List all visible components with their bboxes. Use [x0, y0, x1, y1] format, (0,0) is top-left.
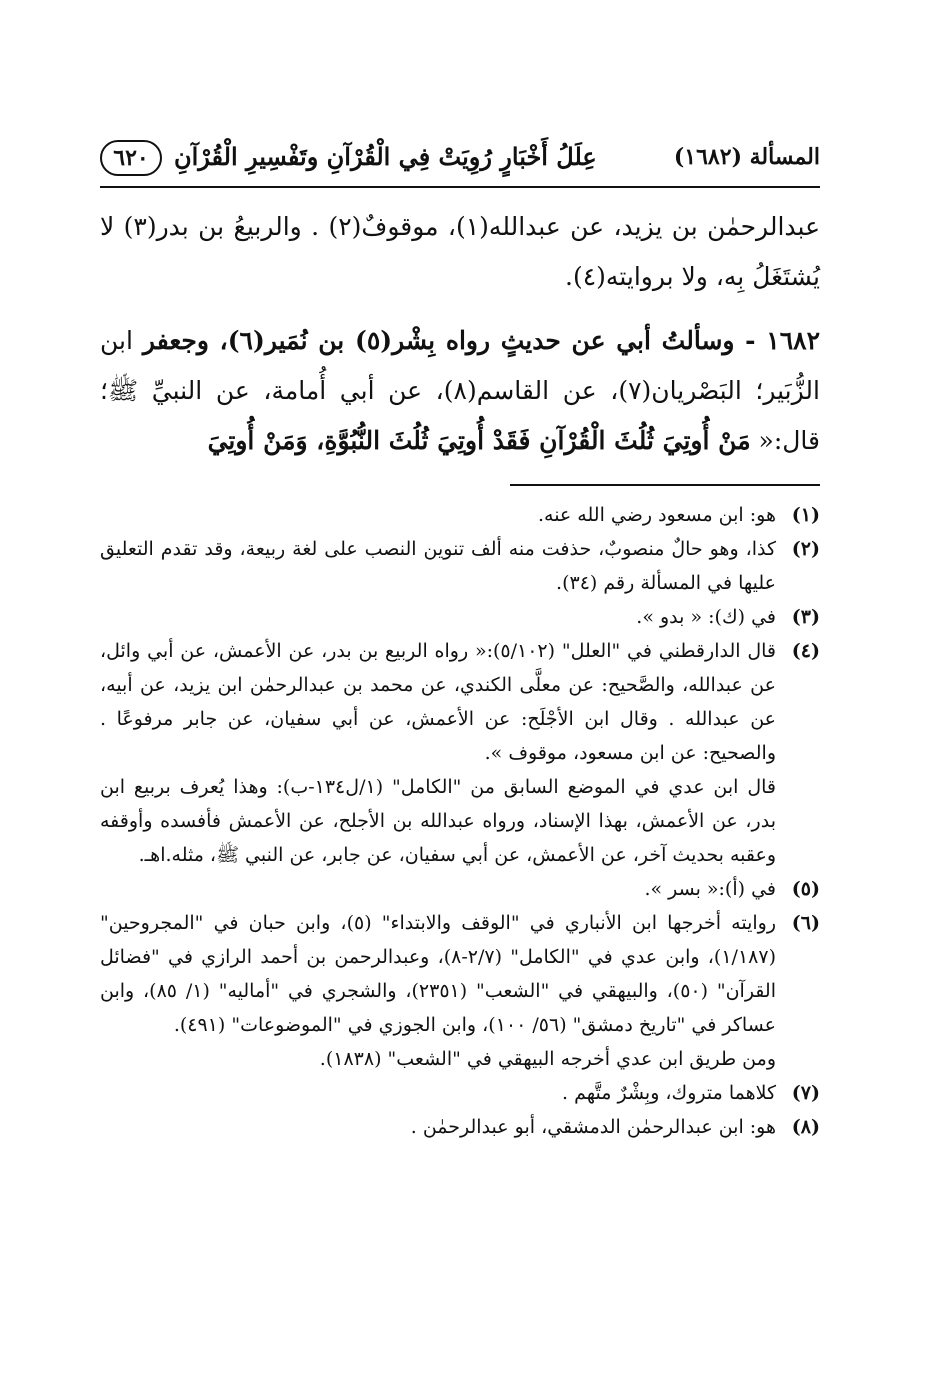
issue-lead: ١٦٨٢ - وسألتُ أبي عن حديثٍ رواه بِشْر(٥) بن نُمَير(٦)، وجعفر: [142, 326, 820, 355]
footnote-text: [100, 906, 776, 1076]
footnote-item: [100, 906, 820, 1076]
footnote-item: [100, 498, 820, 532]
footnote-paragraph: كذا، وهو حالٌ منصوبٌ، حذفت منه ألف تنوين النصب على لغة ربيعة، وقد تقدم التعليق عليها في المسألة رقم (٣٤).: [100, 538, 776, 594]
footnotes: [100, 498, 820, 1144]
page-number: ٦٢٠: [100, 140, 162, 176]
book-title: عِلَلُ أَخْبَارٍ رُوِيَتْ فِي الْقُرْآنِ وتَفْسِيرِ الْقُرْآنِ: [174, 142, 597, 171]
footnote-number: (٥): [791, 878, 820, 900]
issue-label: المسألة (١٦٨٢): [673, 144, 820, 170]
hadith-text: مَنْ أُوتِيَ ثُلُثَ الْقُرْآنِ فَقَدْ أُوتِيَ ثُلُثَ النُّبُوَّةِ، وَمَنْ أُوتِيَ: [207, 426, 751, 455]
footnote-paragraph: هو: ابن مسعود رضي الله عنه.: [537, 504, 776, 526]
paragraph-1682: [100, 316, 820, 466]
main-text: [100, 202, 820, 466]
footnote-text: [100, 498, 776, 532]
footnote-paragraph: هو: ابن عبدالرحمٰن الدمشقي، أبو عبدالرحمٰن .: [410, 1116, 776, 1138]
footnote-item: [100, 872, 820, 906]
footnote-text: [100, 600, 776, 634]
footnote-number: (٤): [791, 640, 820, 662]
footnote-paragraph: قال ابن عدي في الموضع السابق من "الكامل" (١/ل١٣٤-ب): وهذا يُعرف بربيع ابن بدر، عن الأعمش، بهذا الإسناد، ورواه عبدالله بن الأجلح، عن الأعمش فأفسده وأوقفه وعقبه بحديث آخر، عن الأعمش، عن أبي سفيان، عن جابر، عن النبي ﷺ، مثله.اهـ.: [100, 776, 777, 866]
footnote-number: (٨): [791, 1116, 820, 1138]
footnote-item: [100, 634, 820, 872]
footnote-item: [100, 1076, 820, 1110]
footnote-number: (٧): [791, 1082, 820, 1104]
footnote-item: [100, 1110, 820, 1144]
footnote-number: (١): [791, 504, 820, 526]
footnote-number: (٣): [791, 606, 820, 628]
footnote-text: [100, 634, 776, 872]
footnote-item: [100, 600, 820, 634]
isnad-text: ابن الزُّبَير؛ البَصْريان(٧)، عن القاسم(٨)، عن أبي أُمامة، عن النبيِّ ﷺ؛ قال:«: [100, 326, 820, 455]
footnote-text: [100, 1076, 776, 1110]
footnote-item: [100, 532, 820, 600]
footnote-text: [100, 872, 776, 906]
footnote-paragraph: كلاهما متروك، وبِشْرٌ متَّهم .: [562, 1082, 776, 1104]
footnote-number: (٢): [791, 538, 820, 560]
footnote-paragraph: في (أ):« بسر ».: [644, 878, 776, 900]
footnote-paragraph: روايته أخرجها ابن الأنباري في "الوقف والابتداء" (٥)، وابن حبان في "المجروحين" (١/١٨٧)، وابن عدي في "الكامل" (٢/٧-٨)، وعبدالرحمن بن أحمد الرازي في "فضائل القرآن" (٥٠)، والبيهقي في "الشعب" (٢٣٥١)، والشجري في "أماليه" (١/ ٨٥)، وابن عساكر في "تاريخ دمشق" (٥٦/ ١٠٠)، وابن الجوزي في "الموضوعات" (٤٩١).: [100, 912, 776, 1036]
footnote-text: [100, 1110, 776, 1144]
page-header: [100, 140, 820, 188]
book-page: [100, 140, 820, 1144]
footnote-number: (٦): [791, 912, 820, 934]
footnote-paragraph: قال الدارقطني في "العلل" (٥/١٠٢):« رواه الربيع بن بدر، عن الأعمش، عن أبي وائل، عن عبدالله، والصَّحيح: عن معلَّى الكندي، عن محمد بن عبدالرحمٰن ابن يزيد، عن أبيه، عن عبدالله . وقال ابن الأجْلَح: عن الأعمش، عن أبي سفيان، عن جابر مرفوعًا . والصحيح: عن ابن مسعود، موقوف ».: [100, 640, 776, 764]
footnote-divider: [510, 484, 820, 486]
footnote-text: [100, 532, 776, 600]
footnote-paragraph: ومن طريق ابن عدي أخرجه البيهقي في "الشعب" (١٨٣٨).: [319, 1048, 776, 1070]
footnote-paragraph: في (ك): « بدو ».: [636, 606, 776, 628]
paragraph-1: عبدالرحمٰن بن يزيد، عن عبدالله(١)، موقوفٌ(٢) . والربيعُ بن بدر(٣) لا يُشتَغَلُ بِه، ولا بروايته(٤).: [100, 212, 820, 291]
